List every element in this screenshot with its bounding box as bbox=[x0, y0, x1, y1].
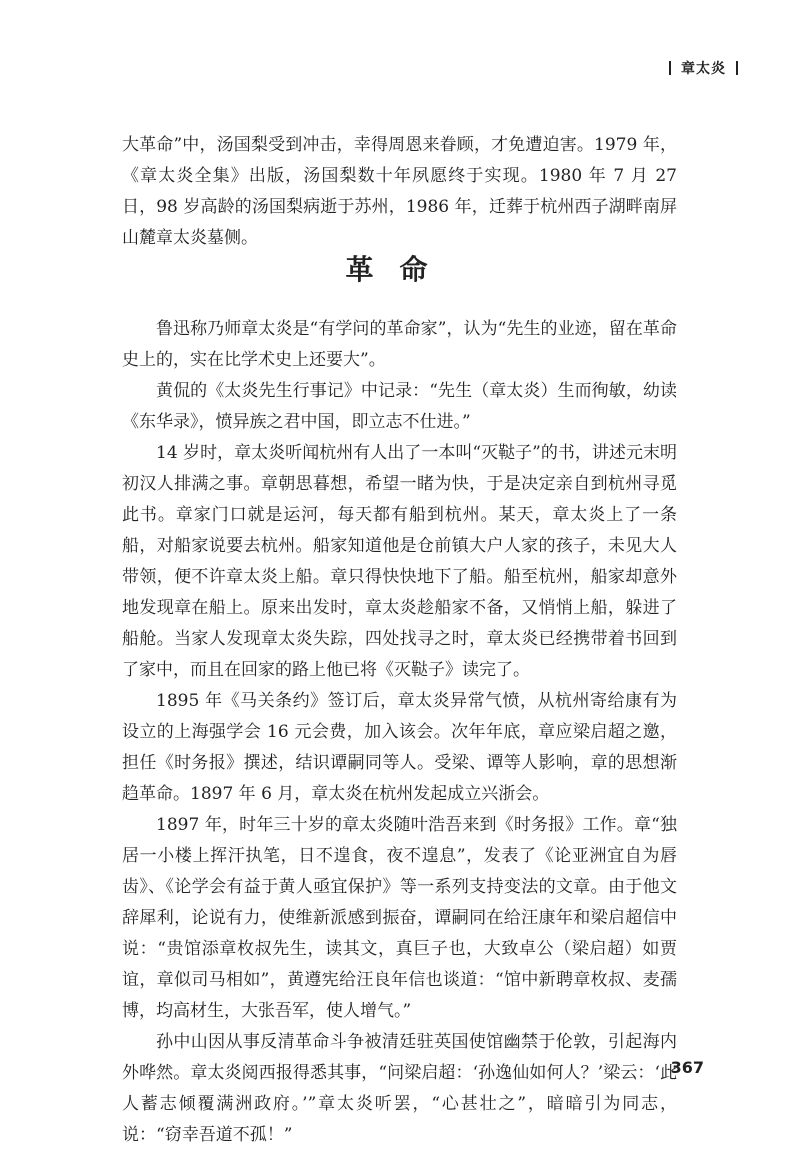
header-bar-left bbox=[669, 61, 671, 75]
section-body bbox=[122, 314, 677, 1151]
running-header bbox=[659, 58, 748, 78]
paragraph: 1897 年，时年三十岁的章太炎随叶浩吾来到《时务报》工作。章“独居一小楼上挥汗执笔，日不遑食，夜不遑息”，发表了《论亚洲宜自为唇齿》、《论学会有益于黄人亟宜保护》等一系列支持变法的文章。由于他文辞犀利，论说有力，使维新派感到振奋，谭嗣同在给汪康年和梁启超信中说：“贵馆添章枚叔先生，读其文，真巨子也，大致卓公（梁启超）如贾谊，章似司马相如”，黄遵宪给汪良年信也谈道：“馆中新聘章枚叔、麦孺博，均高材生，大张吾军，使人增气。” bbox=[122, 815, 677, 1021]
intro-paragraph: 大革命”中，汤国梨受到冲击，幸得周恩来眷顾，才免遭迫害。1979 年，《章太炎全集》出版，汤国梨数十年夙愿终于实现。1980 年 7 月 27 日，98 岁高龄的汤国梨病逝于苏州，1986 年，迁葬于杭州西子湖畔南屏山麓章太炎墓侧。 bbox=[122, 135, 677, 248]
paragraph: 1895 年《马关条约》签订后，章太炎异常气愤，从杭州寄给康有为设立的上海强学会 16 元会费，加入该会。次年年底，章应梁启超之邀，担任《时务报》撰述，结识谭嗣同等人。受梁、谭等人影响，章的思想渐趋革命。1897 年 6 月，章太炎在杭州发起成立兴浙会。 bbox=[122, 691, 677, 804]
paragraph: 孙中山因从事反清革命斗争被清廷驻英国使馆幽禁于伦敦，引起海内外哗然。章太炎阅西报得悉其事，“问梁启超：‘孙逸仙如何人？’梁云：‘此人蓄志倾覆满洲政府。’”章太炎听罢，“心甚壮之”，暗暗引为同志，说：“窃幸吾道不孤！” bbox=[122, 1032, 677, 1145]
page-number: 367 bbox=[670, 1058, 704, 1077]
paragraph: 鲁迅称乃师章太炎是“有学问的革命家”，认为“先生的业迹，留在革命史上的，实在比学术史上还要大”。 bbox=[122, 319, 677, 370]
running-title: 章太炎 bbox=[681, 61, 726, 77]
section-title: 革命 bbox=[345, 253, 454, 286]
header-bar-right bbox=[736, 61, 738, 75]
intro-text bbox=[122, 130, 677, 254]
paragraph: 14 岁时，章太炎听闻杭州有人出了一本叫“灭鞑子”的书，讲述元末明初汉人排满之事。章朝思暮想，希望一睹为快，于是决定亲自到杭州寻觅此书。章家门口就是运河，每天都有船到杭州。某天，章太炎上了一条船，对船家说要去杭州。船家知道他是仓前镇大户人家的孩子，未见大人带领，便不许章太炎上船。章只得快快地下了船。船至杭州，船家却意外地发现章在船上。原来出发时，章太炎趁船家不备，又悄悄上船，躲进了船舱。当家人发现章太炎失踪，四处找寻之时，章太炎已经携带着书回到了家中，而且在回家的路上他已将《灭鞑子》读完了。 bbox=[122, 443, 677, 680]
paragraph: 黄侃的《太炎先生行事记》中记录：“先生（章太炎）生而徇敏，幼读《东华录》，愤异族之君中国，即立志不仕进。” bbox=[122, 381, 677, 432]
